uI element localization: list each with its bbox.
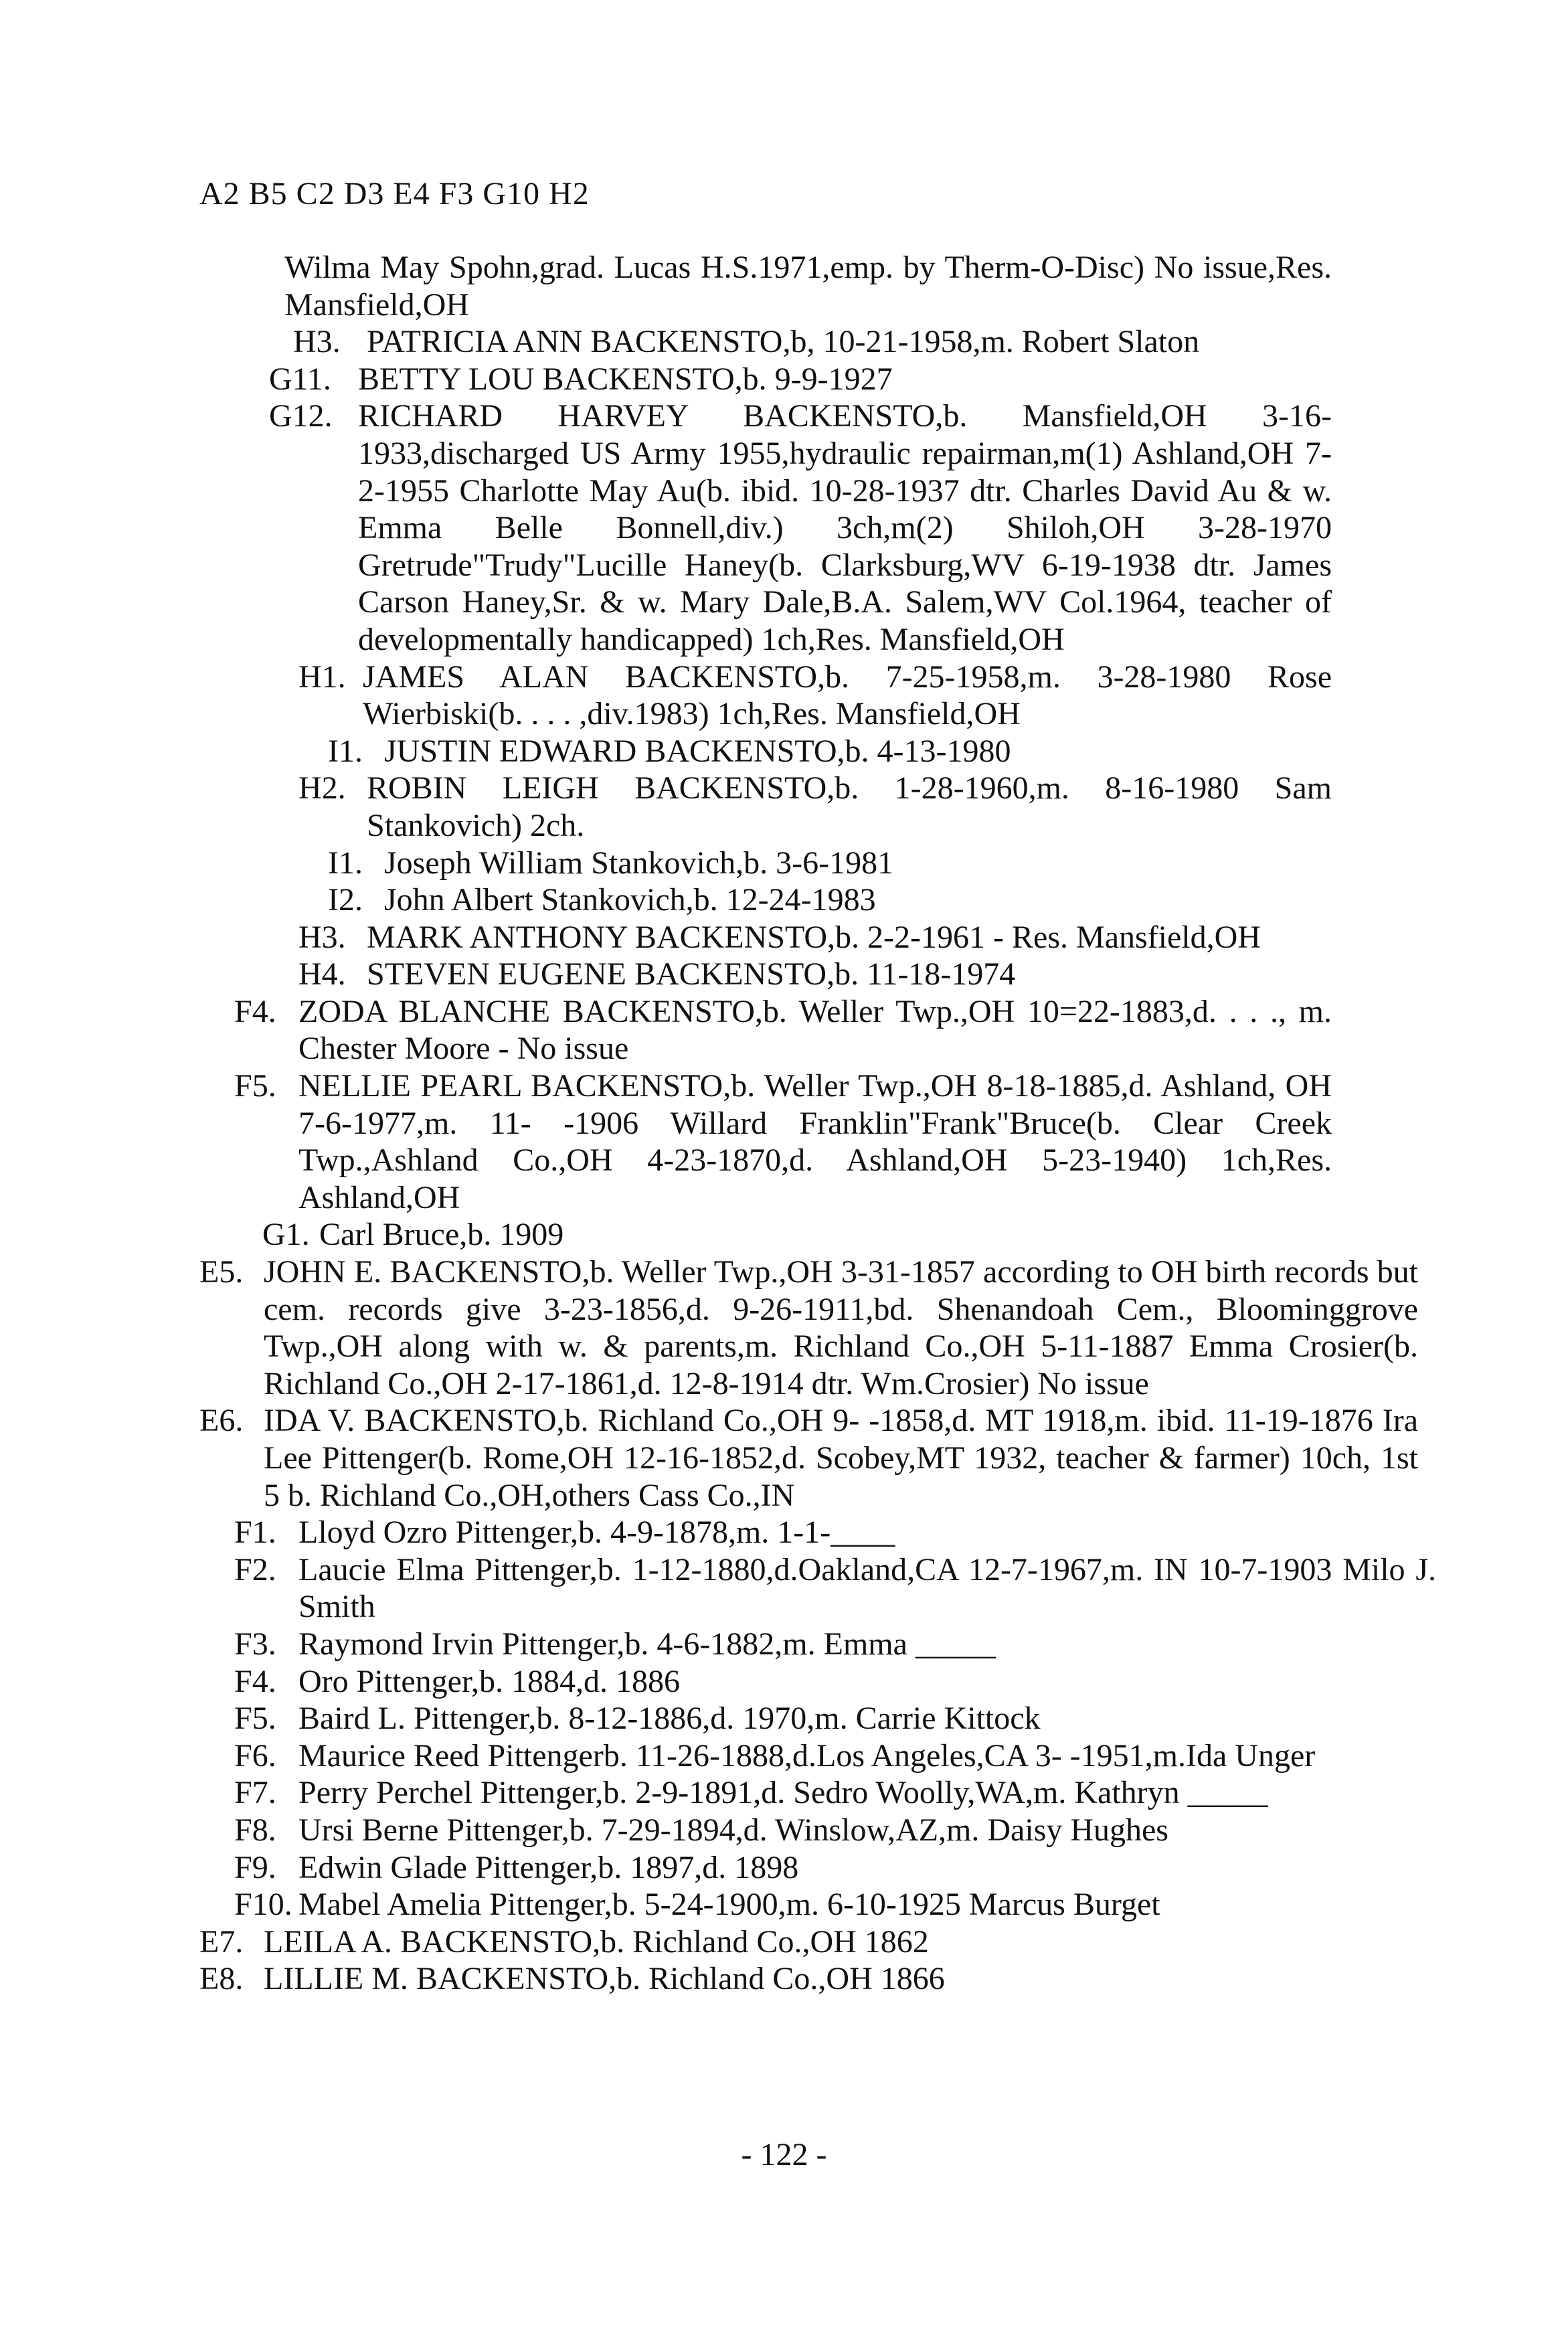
- entry-label: F3.: [234, 1626, 276, 1662]
- entry-label: F4.: [234, 993, 276, 1029]
- entry-label: I1.: [328, 733, 363, 769]
- entry-text: Ursi Berne Pittenger,b. 7-29-1894,d. Winslow,AZ,m. Daisy Hughes: [298, 1812, 1168, 1848]
- entry-label: E8.: [199, 1961, 244, 1997]
- genealogy-entry: [0, 1402, 1568, 1514]
- genealogy-entry: [0, 361, 1568, 398]
- genealogy-entry: [0, 993, 1568, 1067]
- entry-text: Wilma May Spohn,grad. Lucas H.S.1971,emp. by Therm-O-Disc) No issue,Res. Mansfield,OH: [284, 250, 1332, 323]
- entry-text: Mabel Amelia Pittenger,b. 5-24-1900,m. 6-10-1925 Marcus Burget: [298, 1887, 1160, 1923]
- genealogy-entry: [0, 733, 1568, 770]
- genealogy-entry: [0, 956, 1568, 993]
- entry-label: I2.: [328, 882, 363, 918]
- genealogy-entry: [0, 1514, 1568, 1551]
- genealogy-entry: [0, 1886, 1568, 1923]
- entry-label: F7.: [234, 1775, 276, 1811]
- entry-text: JAMES ALAN BACKENSTO,b. 7-25-1958,m. 3-28-1980 Rose Wierbiski(b. . . . ,div.1983) 1ch,Res. Mansfield,OH: [363, 659, 1332, 732]
- entry-text: JUSTIN EDWARD BACKENSTO,b. 4-13-1980: [384, 733, 1011, 769]
- entry-label: E5.: [199, 1254, 244, 1290]
- entry-label: F9.: [234, 1849, 276, 1885]
- page-number: - 122 -: [741, 2137, 827, 2172]
- entry-label: F6.: [234, 1737, 276, 1774]
- entry-text: John Albert Stankovich,b. 12-24-1983: [384, 882, 876, 918]
- entry-text: STEVEN EUGENE BACKENSTO,b. 11-18-1974: [367, 956, 1016, 993]
- genealogy-entry: [0, 1254, 1568, 1402]
- genealogy-entries: [0, 249, 1568, 1998]
- entry-text: MARK ANTHONY BACKENSTO,b. 2-2-1961 - Res. Mansfield,OH: [367, 919, 1261, 955]
- entry-label: F4.: [234, 1663, 276, 1699]
- entry-text: LEILA A. BACKENSTO,b. Richland Co.,OH 1862: [264, 1923, 929, 1960]
- entry-text: Baird L. Pittenger,b. 8-12-1886,d. 1970,m. Carrie Kittock: [298, 1701, 1041, 1737]
- genealogy-entry: [0, 1960, 1568, 1998]
- entry-text: ZODA BLANCHE BACKENSTO,b. Weller Twp.,OH 10=22-1883,d. . . ., m. Chester Moore - No issue: [298, 993, 1332, 1067]
- genealogy-entry: [0, 845, 1568, 882]
- entry-text: PATRICIA ANN BACKENSTO,b, 10-21-1958,m. Robert Slaton: [367, 324, 1200, 360]
- entry-text: RICHARD HARVEY BACKENSTO,b. Mansfield,OH 3-16-1933,discharged US Army 1955,hydraulic repairman,m(1) Ashland,OH 7-2-1955 Charlotte May Au(b. ibid. 10-28-1937 dtr. Charles David Au & w. Emma Belle Bonnell,div.) 3ch,m(2) Shiloh,OH 3-28-1970 Gretrude"Trudy"Lucille Haney(b. Clarksburg,WV 6-19-1938 dtr. James Carson Haney,Sr. & w. Mary Dale,B.A. Salem,WV Col.1964, teacher of developmentally handicapped) 1ch,Res. Mansfield,OH: [358, 398, 1332, 657]
- entry-label: E7.: [199, 1923, 244, 1960]
- genealogy-entry: [0, 1551, 1568, 1626]
- entry-label: G12.: [269, 398, 333, 434]
- entry-text: Oro Pittenger,b. 1884,d. 1886: [298, 1663, 681, 1699]
- entry-label: F8.: [234, 1812, 276, 1848]
- genealogy-entry: [0, 1737, 1568, 1775]
- entry-label: F10.: [234, 1887, 292, 1923]
- entry-label: F2.: [234, 1551, 276, 1587]
- entry-text: BETTY LOU BACKENSTO,b. 9-9-1927: [358, 361, 893, 397]
- genealogy-entry: [0, 919, 1568, 956]
- entry-text: NELLIE PEARL BACKENSTO,b. Weller Twp.,OH 8-18-1885,d. Ashland, OH 7-6-1977,m. 11- -1906 Willard Franklin"Frank"Bruce(b. Clear Creek Twp.,Ashland Co.,OH 4-23-1870,d. Ashland,OH 5-23-1940) 1ch,Res. Ashland,OH: [298, 1068, 1332, 1215]
- entry-label: H3.: [293, 324, 341, 360]
- genealogy-entry: [0, 1216, 1568, 1254]
- entry-text: Joseph William Stankovich,b. 3-6-1981: [384, 845, 894, 881]
- genealogy-entry: [0, 1812, 1568, 1849]
- entry-label: G1.: [262, 1217, 310, 1253]
- entry-label: F5.: [234, 1701, 276, 1737]
- genealogy-entry: [0, 1700, 1568, 1737]
- entry-label: F1.: [234, 1515, 276, 1551]
- entry-text: Maurice Reed Pittengerb. 11-26-1888,d.Los Angeles,CA 3- -1951,m.Ida Unger: [298, 1737, 1316, 1774]
- entry-label: H3.: [298, 919, 346, 955]
- entry-label: H2.: [298, 770, 346, 806]
- entry-label: H4.: [298, 956, 346, 993]
- genealogy-entry: [0, 1849, 1568, 1887]
- entry-text: JOHN E. BACKENSTO,b. Weller Twp.,OH 3-31-1857 according to OH birth records but cem. records give 3-23-1856,d. 9-26-1911,bd. Shenandoah Cem., Bloominggrove Twp.,OH along with w. & parents,m. Richland Co.,OH 5-11-1887 Emma Crosier(b. Richland Co.,OH 2-17-1861,d. 12-8-1914 dtr. Wm.Crosier) No issue: [264, 1254, 1418, 1401]
- genealogy-entry: [0, 1626, 1568, 1663]
- genealogy-entry: [0, 323, 1568, 361]
- genealogy-entry: [0, 1067, 1568, 1216]
- entry-text: IDA V. BACKENSTO,b. Richland Co.,OH 9- -1858,d. MT 1918,m. ibid. 11-19-1876 Ira Lee Pittenger(b. Rome,OH 12-16-1852,d. Scobey,MT 1932, teacher & farmer) 10ch, 1st 5 b. Richland Co.,OH,others Cass Co.,IN: [264, 1403, 1418, 1513]
- entry-text: Lloyd Ozro Pittenger,b. 4-9-1878,m. 1-1-____: [298, 1515, 895, 1551]
- entry-text: Laucie Elma Pittenger,b. 1-12-1880,d.Oakland,CA 12-7-1967,m. IN 10-7-1903 Milo J. Smith: [298, 1551, 1436, 1625]
- genealogy-entry: [0, 398, 1568, 658]
- entry-text: LILLIE M. BACKENSTO,b. Richland Co.,OH 1866: [264, 1961, 945, 1997]
- entry-text: Raymond Irvin Pittenger,b. 4-6-1882,m. Emma _____: [298, 1626, 996, 1662]
- entry-text: ROBIN LEIGH BACKENSTO,b. 1-28-1960,m. 8-16-1980 Sam Stankovich) 2ch.: [367, 770, 1332, 843]
- lineage-header: A2 B5 C2 D3 E4 F3 G10 H2: [199, 176, 590, 211]
- entry-label: F5.: [234, 1068, 276, 1104]
- entry-label: I1.: [328, 845, 363, 881]
- entry-label: E6.: [199, 1403, 244, 1439]
- genealogy-entry: [0, 249, 1568, 323]
- entry-text: Edwin Glade Pittenger,b. 1897,d. 1898: [298, 1849, 799, 1885]
- genealogy-entry: [0, 1774, 1568, 1812]
- entry-text: Perry Perchel Pittenger,b. 2-9-1891,d. Sedro Woolly,WA,m. Kathryn _____: [298, 1775, 1268, 1811]
- genealogy-entry: [0, 770, 1568, 844]
- genealogy-entry: [0, 881, 1568, 919]
- entry-label: H1.: [298, 659, 346, 695]
- genealogy-entry: [0, 659, 1568, 733]
- genealogy-entry: [0, 1923, 1568, 1961]
- genealogy-entry: [0, 1663, 1568, 1701]
- entry-label: G11.: [269, 361, 331, 397]
- entry-text: Carl Bruce,b. 1909: [319, 1217, 564, 1253]
